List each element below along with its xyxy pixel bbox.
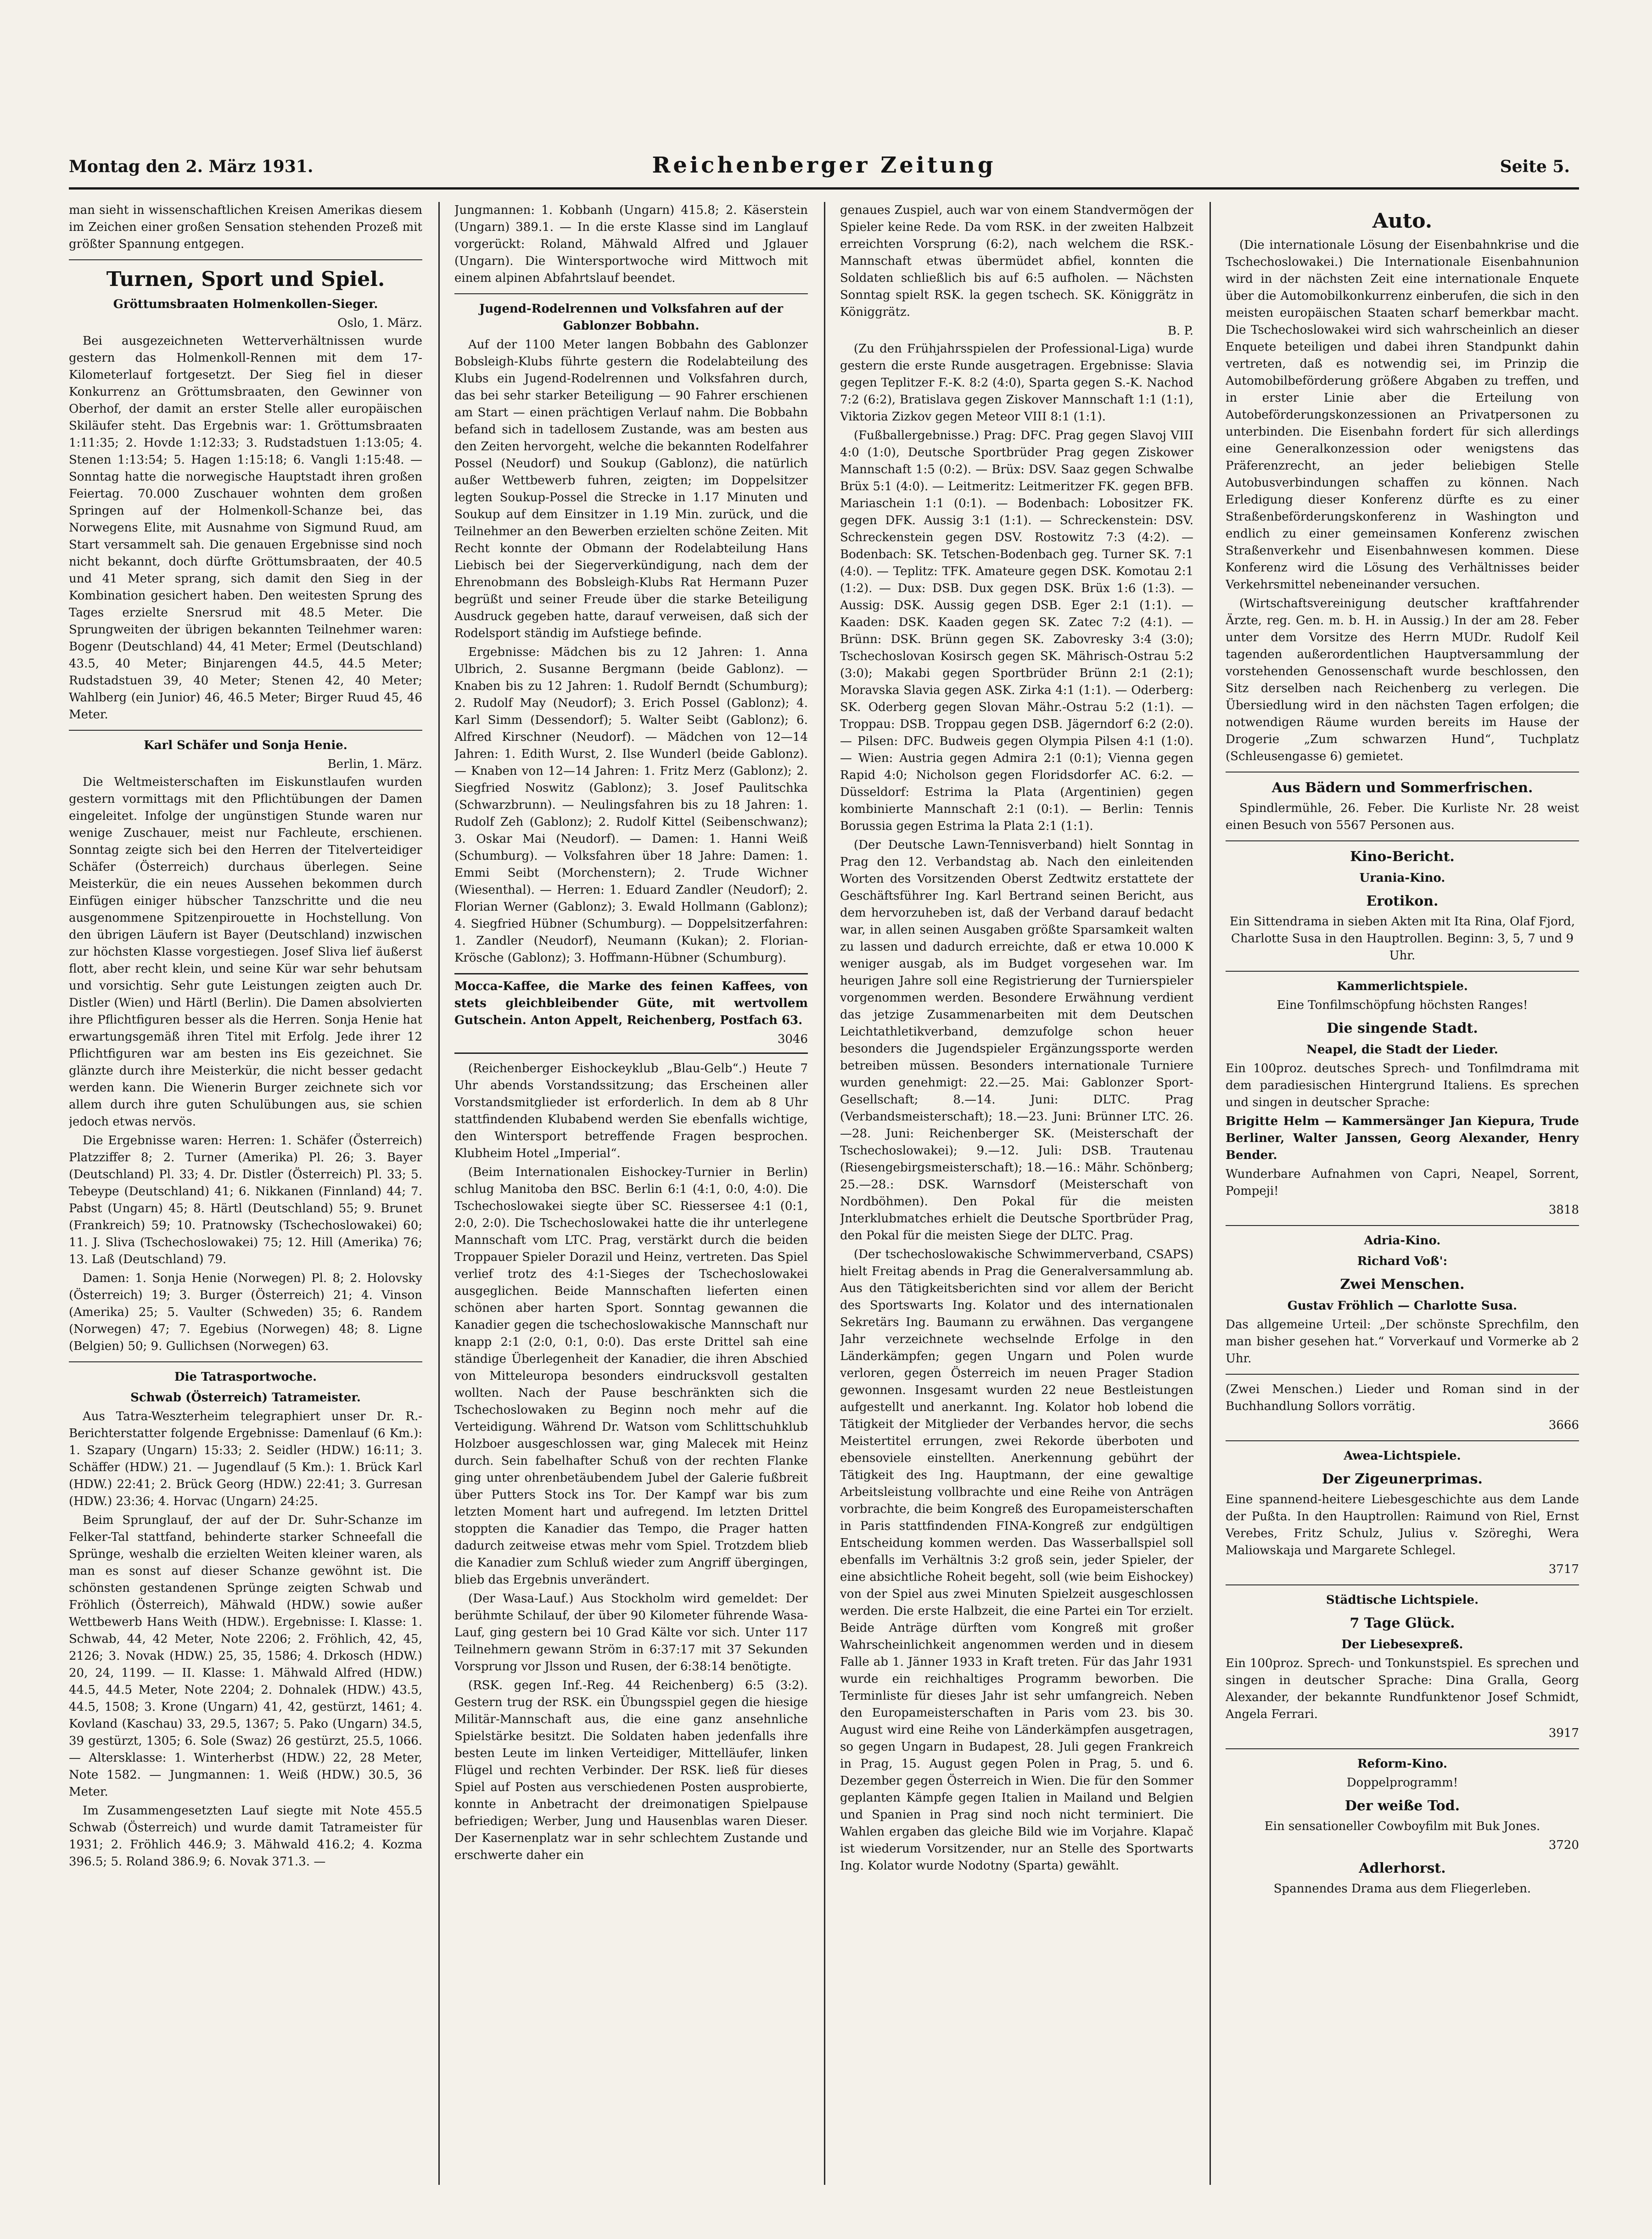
film-cast: Brigitte Helm — Kammersänger Jan Kiepura, Trude Berliner, Walter Janssen, Georg Alexander, Henry Bender.	[1226, 1114, 1579, 1162]
article-paragraph: Beim Sprunglauf, der auf der Dr. Suhr-Schanze im Felker-Tal stattfand, behinderte starker Schneefall die Sprünge, weshalb die erzielten Weiten kleiner waren, als man es sonst auf dieser Schanze gewöhnt ist. Die schönsten gestandenen Sprünge zeigten Schwab und Fröhlich (Österreich), Mähwald (HDW.) sowie außer Wettbewerb Hans Weith (HDW.). Ergebnisse: I. Klasse: 1. Schwab, 44, 42 Meter, Note 2206; 2. Fröhlich, 42, 45, 2126; 3. Novak (HDW.) 25, 35, 1586; 4. Drkosch (HDW.) 20, 24, 1199. — II. Klasse: 1. Mähwald Alfred (HDW.) 44.5, 44.5 Meter, Note 2204; 2. Dohnalek (HDW.) 43.5, 44.5, 1508; 3. Krone (Ungarn) 41, 42, gestürzt, 1461; 4. Kovland (Kaschau) 33, 29.5, 1367; 5. Pako (Ungarn) 34.5, 39 gestürzt, 1305; 6. Sole (Swaz) 26 gestürzt, 25.5, 1066. — Altersklasse: 1. Winterherbst (HDW.) 22, 28 Meter, Note 1582. — Jungmannen: 1. Weiß (HDW.) 30.5, 36 Meter.	[69, 1513, 422, 1799]
film-title: Der weiße Tod.	[1344, 1798, 1460, 1814]
article-rule	[69, 730, 422, 731]
listing-rule	[1226, 1440, 1579, 1441]
article-paragraph: (Zu den Frühjahrsspielen der Professional-Liga) wurde gestern die erste Runde ausgetragen. Ergebnisse: Slavia gegen Teplitzer F.-K. 8:2 (4:0), Sparta gegen S.-K. Nachod 7:2 (6:2), Bratislava gegen Ziskover Mannschaft 1:1 (1:1), Viktoria Zizkov gegen Meteor VIII 8:1 (1:1).	[840, 342, 1193, 424]
article-dateline: Berlin, 1. März.	[327, 757, 422, 771]
film-intro: Eine Tonfilmschöpfung höchsten Ranges!	[1277, 998, 1528, 1012]
article-headline: Karl Schäfer und Sonja Henie.	[144, 739, 347, 752]
article-paragraph: (Fußballergebnisse.) Prag: DFC. Prag gegen Slavoj VIII 4:0 (1:0), Deutsche Sportbrüder Prag gegen Ziskower Mannschaft 1:5 (0:2). — Brüx: DSV. Saaz gegen Schwalbe Brüx 5:1 (4:0). — Leitmeritz: Leitmeritzer FK. gegen BFB. Mariaschein 1:1 (0:1). — Bodenbach: Lobositzer FK. gegen DFK. Aussig 3:1 (1:1). — Schreckenstein: DSV. Schreckenstein gegen DSV. Rostowitz 7:3 (4:2). — Bodenbach: SK. Tetschen-Bodenbach geg. Turner SK. 7:1 (4:0). — Teplitz: TFK. Amateure gegen DSK. Komotau 2:1 (1:2). — Dux: DSB. Dux gegen DSK. Brüx 1:6 (1:3). — Aussig: DSK. Aussig gegen DSB. Eger 2:1 (1:1). — Kaaden: DSK. Kaaden gegen SK. Zatec 7:2 (4:1). — Brünn: DSK. Brünn gegen SK. Zabovresky 3:4 (3:0); Tschechoslovan Kosirsch gegen SK. Mährisch-Ostrau 5:2 (3:0); Makabi gegen Sportbrüder Brünn 2:1 (2:1); Moravska Slavia gegen ASK. Zirka 4:1 (1:1). — Oderberg: SK. Oderberg gegen Slovan Mähr.-Ostrau 5:2 (1:1). — Troppau: DSB. Troppau gegen DSB. Jägerndorf 6:2 (2:0). — Pilsen: DFC. Budweis gegen Olympia Pilsen 4:1 (1:0). — Wien: Austria gegen Admira 2:1 (0:1); Vienna gegen Rapid 4:0; Nicholson gegen Floridsdorfer AC. 6:2. — Düsseldorf: Estrima la Plata (Argentinien) gegen kombinierte Mannschaft 2:1 (0:1). — Berlin: Tennis Borussia gegen Estrima la Plata 2:1 (1:1).	[840, 429, 1193, 833]
film-cast: Gustav Fröhlich — Charlotte Susa.	[1287, 1299, 1518, 1313]
section-heading: Turnen, Sport und Spiel.	[106, 268, 385, 291]
newspaper-title: Reichenberger Zeitung	[652, 152, 996, 178]
article-continuation: Jungmannen: 1. Kobbanh (Ungarn) 415.8; 2. Käserstein (Ungarn) 389.1. — In die erste Klasse sind im Langlauf vorgerückt: Roland, Mähwald Alfred und Jglauer (Ungarn). Die Wintersportwoche wird Mittwoch mit einem alpinen Abfahrtslauf beendet.	[454, 203, 808, 285]
film-title: Die singende Stadt.	[1327, 1020, 1478, 1036]
ad-number: 3666	[1548, 1418, 1579, 1432]
article-continuation: genaues Zuspiel, auch war von einem Standvermögen der Spieler keine Rede. Da vom RSK. in der zweiten Halbzeit erreichten Vorsprung (6:2), nach welchem die RSK.-Mannschaft etwas übermüdet abfiel, konnten die Soldaten schließlich bis auf 6:5 aufholen. — Nächsten Sonntag spielt RSK. la gegen tschech. SK. Königgrätz in Königgrätz.	[840, 203, 1193, 319]
cinema-name: Kammerlichtspiele.	[1337, 980, 1468, 993]
article-headline: Die Tatrasportwoche.	[174, 1370, 317, 1384]
cinema-name: Urania-Kino.	[1359, 871, 1445, 885]
film-note: (Zwei Menschen.) Lieder und Roman sind in der Buchhandlung Sollors vorrätig.	[1226, 1383, 1579, 1413]
column-1	[69, 202, 422, 2194]
article-paragraph: Auf der 1100 Meter langen Bobbahn des Gablonzer Bobsleigh-Klubs führte gestern die Rodelabteilung des Klubs ein Jugend-Rodelrennen und Volksfahren durch, das bei sehr starker Beteiligung — 90 Fahrer erschienen am Start — einen prächtigen Verlauf nahm. Die Bobbahn befand sich in tadellosem Zustande, was am besten aus den Zeiten hervorgeht, welche die bekannten Rodelfahrer Possel (Neudorf) und Soukup (Gablonz), die natürlich außer Wettbewerb fuhren, zeigten; im Doppelsitzer legten Soukup-Possel die Strecke in 1.17 Minuten und Soukup auf dem Einsitzer in 1.19 Min. zurück, und die Teilnehmer an den Bewerben erzielten schöne Zeiten. Mit Recht konnte der Obmann der Rodelabteilung Hans Liebisch bei der Siegerverkündigung, nach dem der Ehrenobmann des Bobsleigh-Klubs Rat Hermann Puzer begrüßt und seiner Freude über die starke Beteiligung Ausdruck gegeben hatte, darauf verweisen, daß sich der Rodelsport ständig im Aufstiege befinde.	[454, 338, 808, 640]
film-title: 7 Tage Glück.	[1350, 1615, 1455, 1631]
listing-rule	[1226, 971, 1579, 972]
article-paragraph: (Beim Internationalen Eishockey-Turnier in Berlin) schlug Manitoba den BSC. Berlin 6:1 (4:1, 0:0, 4:0). Die Tschechoslowakei siegte über SC. Riessersee 4:1 (0:1, 2:0, 2:0). Die Tschechoslowakei hatte die ihr unterlegene Mannschaft vom LTC. Prag, verstärkt durch die beiden Troppauer Spieler Dorazil und Heinz, vertreten. Das Spiel verlief trotz des 4:1-Sieges der Tschechoslowakei ausgeglichen. Beide Mannschaften lieferten einen schönen aber harten Sport. Sonntag gewannen die Kanadier gegen die tschechoslowakische Mannschaft nur knapp 2:1 (2:0, 0:1, 0:0). Das erste Drittel sah eine ständige Überlegenheit der Kanadier, die ihren Abschied von Mitteleuropa besonders eindrucksvoll gestalten wollten. Nach der Pause beschränkten sich die Tschechoslowaken zu Beginn noch mehr auf die Verteidigung. Während Dr. Watson vom Schlittschuhklub Holzboer ausgeschlossen war, ging Malecek mit Heinz durch. Sein fabelhafter Schuß von der rechten Flanke ging unter ohrenbetäubendem Jubel der Galerie fußbreit über Putters Stock ins Tor. Der Kampf war bis zum letzten Moment hart und aufregend. Im letzten Drittel stoppten die Kanadier das Tempo, die Prager hatten dadurch zeitweise etwas mehr vom Spiel. Trotzdem blieb die Kanadier zum Schluß wieder zum Angriff übergingen, blieb das Ergebnis unverändert.	[454, 1165, 808, 1587]
article-dateline: Oslo, 1. März.	[337, 316, 422, 330]
column-divider	[824, 202, 825, 2185]
film-subtitle: Neapel, die Stadt der Lieder.	[1306, 1043, 1498, 1057]
article-paragraph: (Wirtschaftsvereinigung deutscher kraftfahrender Ärzte, reg. Gen. m. b. H. in Aussig.) In der am 28. Feber unter dem Vorsitze des Herrn MUDr. Rudolf Keil tagenden außerordentlichen Hauptversammlung der vorstehenden Genossenschaft wurde beschlossen, den Sitz derselben nach Reichenberg zu verlegen. Die Übersiedlung wird in den nächsten Tagen erfolgen; die notwendigen Räume wurden bereits im Hause der Drogerie „Zum schwarzen Hund“, Tuchplatz (Schleusengasse 6) gemietet.	[1226, 597, 1579, 763]
listing-rule	[1226, 1374, 1579, 1375]
column-divider	[438, 202, 440, 2185]
masthead-rule	[69, 187, 1579, 190]
film-title: Zwei Menschen.	[1340, 1276, 1465, 1293]
article-paragraph: Im Zusammengesetzten Lauf siegte mit Note 455.5 Schwab (Österreich) und wurde damit Tatrameister für 1931; 2. Fröhlich 446.9; 3. Mähwald 416.2; 4. Kozma 396.5; 5. Roland 386.9; 6. Novak 371.3. —	[69, 1804, 422, 1869]
section-heading: Aus Bädern und Sommerfrischen.	[1271, 780, 1533, 796]
ad-text: Mocca-Kaffee, die Marke des feinen Kaffees, von stets gleichbleibender Güte, mit wertvollem Gutschein. Anton Appelt, Reichenberg, Postfach 63.	[454, 980, 808, 1027]
ad-number: 3717	[1548, 1562, 1579, 1576]
page-number: Seite 5.	[1500, 157, 1570, 176]
article-paragraph: (RSK. gegen Inf.-Reg. 44 Reichenberg) 6:5 (3:2). Gestern trug der RSK. ein Übungsspiel gegen die hiesige Militär-Mannschaft aus, die eine ganz ansehnliche Spielstärke besitzt. Die Soldaten haben jedenfalls ihre besten Leute im linken Verteidiger, Mittelläufer, linken Flügel und rechten Verbinder. Der RSK. ließ für dieses Spiel auf Posten aus verschiedenen Posten ausprobierte, konnte in Anbetracht der dreimonatigen Spielpause befriedigen; Werber, Jung und Hausenblas waren Dieser. Der Kasernenplatz war in sehr schlechtem Zustande und erschwerte daher ein	[454, 1679, 808, 1862]
article-headline: Jugend-Rodelrennen und Volksfahren auf der Gablonzer Bobbahn.	[479, 302, 784, 333]
film-description: Das allgemeine Urteil: „Der schönste Sprechfilm, den man bisher gesehen hat.“ Vorverkauf und Vormerke ab 2 Uhr.	[1226, 1318, 1579, 1366]
film-description: Eine spannend-heitere Liebesgeschichte aus dem Lande der Pußta. In den Hauptrollen: Raimund von Riel, Ernst Verebes, Fritz Schulz, Julius v. Szöreghi, Wera Maliowskaja und Margarete Schlegel.	[1226, 1493, 1579, 1557]
film-description: Ein Sittendrama in sieben Akten mit Ita Rina, Olaf Fjord, Charlotte Susa in den Hauptrollen. Beginn: 3, 5, 7 und 9 Uhr.	[1229, 915, 1575, 963]
issue-date: Montag den 2. März 1931.	[69, 157, 314, 176]
film-description: Ein 100proz. Sprech- und Tonkunstspiel. Es sprechen und singen in deutscher Sprache: Dina Gralla, Georg Alexander, der bekannte Rundfunktenor Josef Schmidt, Angela Ferrari.	[1226, 1657, 1579, 1721]
article-subheadline: Schwab (Österreich) Tatrameister.	[130, 1391, 361, 1405]
film-intro: Richard Voß':	[1357, 1254, 1448, 1268]
section-rule	[1226, 840, 1579, 841]
article-rule	[454, 293, 808, 294]
film-tagline: Wunderbare Aufnahmen von Capri, Neapel, Sorrent, Pompeji!	[1226, 1167, 1579, 1198]
film-description: Ein sensationeller Cowboyfilm mit Buk Jones.	[1264, 1819, 1540, 1833]
article-paragraph: (Der Deutsche Lawn-Tennisverband) hielt Sonntag in Prag den 12. Verbandstag ab. Nach den einleitenden Worten des Vorsitzenden Oberst Zedtwitz erstattete der Geschäftsführer Ing. Karl Bertrand seinen Bericht, aus dem hervorzuheben ist, daß der Verband darauf bedacht war, in allen seinen Ausgaben größte Sparsamkeit walten zu lassen und dadurch erreichte, daß er etwa 10.000 K weniger ausgab, als im Budget vorgesehen war. Im heurigen Jahre soll eine Registrierung der Turnierspieler vorgenommen werden. Besondere Erwähnung verdient das jetzige Zusammenarbeiten mit dem Deutschen Leichtathletikverband, demzufolge schon heuer besonders die Jugendspieler Ergänzungssporte werden betreiben müssen. Besonders internationale Turniere wurden genehmigt: 22.—25. Mai: Gablonzer Sport-Gesellschaft; 8.—14. Juni: DLTC. Prag (Verbandsmeisterschaft); 18.—23. Juni: Brünner LTC. 26.—28. Juni: Reichenberger SK. (Meisterschaft der Tschechoslowakei); 9.—12. Juli: DSB. Trautenau (Riesengebirgsmeisterschaft); 18.—16.: Mähr. Schönberg; 25.—28.: DSK. Warnsdorf (Meisterschaft von Nordböhmen). Den Pokal für die meisten Jnterklubmatches erhielt die Deutsche Sportbrüder Prag, den Pokal für die meisten Siege der DLTC. Prag.	[840, 838, 1193, 1243]
article-paragraph: (Der tschechoslowakische Schwimmerverband, CSAPS) hielt Freitag abends in Prag die Generalversammlung ab. Aus den Tätigkeitsberichten sind vor allem der Bericht des Sportswarts Ing. Kolator und des internationalen Sekretärs Ing. Baumann zu erwähnen. Das vergangene Jahr verzeichnete wechselnde Erfolge in den Länderkämpfen; gegen Ungarn und Polen wurde verloren, gegen Österreich im neuen Prager Stadion gewonnen. Insgesamt wurden 22 neue Bestleistungen aufgestellt und anerkannt. Ing. Kolator hob lobend die Tätigkeit der Mitglieder der Verbandes hervor, die sechs Meistertitel errungen, zwei Rekorde überboten und ebensoviele einstellten. Anerkennung gebührt der Tätigkeit des Ing. Hauptmann, der eine gewaltige Arbeitsleistung vollbrachte und eine Reihe von Anträgen vorbrachte, die beim Kongreß des Europameisterschaften in Paris stattfindenden FINA-Kongreß zur endgültigen Entscheidung kommen werden. Das Wasserballspiel soll ebenfalls im Verhältnis 3:2 groß sein, jeder Spieler, der eine absichtliche Roheit begeht, soll (wie beim Eishockey) von der Spiel aus zwei Minuten Spielzeit ausgeschlossen werden. Die erste Halbzeit, die eine Partei ein Tor erzielt. Beide Anträge dürften vom Kongreß mit großer Wahrscheinlichkeit angenommen werden und in diesem Falle ab 1. Jänner 1933 in Kraft treten. Für das Jahr 1931 wurde ein reichhaltiges Programm beworben. Die Terminliste für dieses Jahr ist sehr umfangreich. Neben den Europameisterschaften in Paris vom 23. bis 30. August wird eine Reihe von Länderkämpfen ausgetragen, so gegen Ungarn in Budapest, 28. Juli gegen Frankreich in Prag, 15. August gegen Polen in Prag, 5. und 6. Dezember gegen Österreich in Wien. Die für den Sommer geplanten Kämpfe gegen Italien in Mailand und Belgien und Spanien in Prag sind noch nicht terminiert. Die Wahlen ergaben das gleiche Bild wie im Vorjahre. Klapač ist wiederum Vorsitzender, nur an Stelle des Sportwarts Ing. Kolator wurde Nodotny (Sparta) gewählt.	[840, 1248, 1193, 1873]
cinema-name: Awea-Lichtspiele.	[1344, 1449, 1461, 1463]
ad-number: 3720	[1548, 1838, 1579, 1852]
masthead	[69, 151, 1579, 184]
column-3	[840, 202, 1193, 2194]
listing-rule	[1226, 1584, 1579, 1585]
film-title: Erotikon.	[1366, 893, 1439, 909]
article-paragraph: (Der Wasa-Lauf.) Aus Stockholm wird gemeldet: Der berühmte Schilauf, der über 90 Kilometer führende Wasa-Lauf, ging gestern bei 10 Grad Kälte vor sich. Unter 117 Teilnehmern gewann Ström in 6:37:17 mit 37 Sekunden Vorsprung vor Jlsson und Rusen, der 6:38:14 benötigte.	[454, 1592, 808, 1674]
ad-number: 3046	[777, 1032, 808, 1046]
advertisement-mocca	[454, 973, 808, 1054]
film-subtitle: Der Liebesexpreß.	[1341, 1638, 1463, 1651]
article-paragraph: Aus Tatra-Weszterheim telegraphiert unser Dr. R.-Berichterstatter folgende Ergebnisse: Damenlauf (6 Km.): 1. Szapary (Ungarn) 15:33; 2. Seidler (HDW.) 16:11; 3. Schäffer (HDW.) 21. — Jugendlauf (5 Km.): 1. Brück Karl (HDW.) 22:41; 2. Brück Georg (HDW.) 22:41; 3. Gurresan (HDW.) 23:36; 4. Horvac (Ungarn) 24:25.	[69, 1410, 422, 1508]
film-intro: Doppelprogramm!	[1346, 1776, 1458, 1790]
section-heading: Kino-Bericht.	[1350, 849, 1455, 865]
newspaper-page	[69, 151, 1579, 2203]
article-paragraph: Bei ausgezeichneten Wetterverhältnissen wurde gestern das Holmenkoll-Rennen mit dem 17-Kilometerlauf fortgesetzt. Der Sieg fiel in dieser Konkurrenz an Gröttumsbraaten, den Gewinner von Oberhof, der damit an erster Stelle aller europäischen Skiläufer steht. Das Ergebnis war: 1. Gröttumsbraaten 1:11:35; 2. Hovde 1:12:33; 3. Rudstadstuen 1:13:05; 4. Stenen 1:13:54; 5. Hagen 1:15:18; 6. Vangli 1:15:48. — Sonntag hatte die norwegische Hauptstadt ihren großen Feiertag. 70.000 Zuschauer wohnten dem großen Springen auf der Holmenkoll-Schanze bei, das Norwegens Elite, mit Ausnahme von Sigmund Ruud, am Start versammelt sah. Die genauen Ergebnisse sind noch nicht bekannt, doch dürfte Gröttumsbraaten, der 40.5 und 41 Meter sprang, sich damit den Sieg in der Kombination gesichert haben. Den weitesten Sprung des Tages erzielte Snersrud mit 48.5 Meter. Die Sprungweiten der übrigen bekannten Teilnehmer waren: Bogenr (Deutschland) 44, 41 Meter; Ermel (Deutschland) 43.5, 40 Meter; Binjarengen 44.5, 44.5 Meter; Rudstadstuen 39, 40 Meter; Stenen 42, 40 Meter; Wahlberg (ein Junior) 46, 46.5 Meter; Birger Ruud 45, 46 Meter.	[69, 334, 422, 722]
column-divider	[1210, 202, 1211, 2185]
column-2	[454, 202, 808, 2194]
film-title: Der Zigeunerprimas.	[1322, 1471, 1483, 1487]
ad-number: 3818	[1548, 1203, 1579, 1217]
column-4	[1226, 202, 1579, 2194]
article-continuation: man sieht in wissenschaftlichen Kreisen Amerikas diesem im Zeichen einer großen Sensation stehenden Prozeß mit größter Spannung entgegen.	[69, 203, 422, 251]
article-signature: B. P.	[1167, 324, 1193, 338]
cinema-name: Adria-Kino.	[1364, 1234, 1441, 1248]
article-paragraph: Spindlermühle, 26. Feber. Die Kurliste Nr. 28 weist einen Besuch von 5567 Personen aus.	[1226, 801, 1579, 832]
cinema-name: Reform-Kino.	[1357, 1757, 1447, 1771]
film-description: Spannendes Drama aus dem Fliegerleben.	[1273, 1882, 1531, 1896]
listing-rule	[1226, 1748, 1579, 1749]
article-paragraph: Die Ergebnisse waren: Herren: 1. Schäfer (Österreich) Platzziffer 8; 2. Turner (Amerika) Pl. 26; 3. Bayer (Deutschland) Pl. 33; 4. Dr. Distler (Österreich) Pl. 33; 5. Tebeype (Deutschland) 41; 6. Nikkanen (Finnland) 44; 7. Pabst (Ungarn) 45; 8. Härtl (Deutschland) 55; 9. Brunet (Frankreich) 59; 10. Pratnowsky (Tschechoslowakei) 60; 11. J. Sliva (Tschechoslowakei) 75; 12. Hill (Amerika) 76; 13. Laß (Deutschland) 79.	[69, 1134, 422, 1266]
film-title: Adlerhorst.	[1359, 1860, 1446, 1876]
section-heading: Auto.	[1372, 209, 1433, 233]
article-paragraph: Ergebnisse: Mädchen bis zu 12 Jahren: 1. Anna Ulbrich, 2. Susanne Bergmann (beide Gablonz). — Knaben bis zu 12 Jahren: 1. Rudolf Berndt (Schumburg); 2. Rudolf May (Neudorf); 3. Erich Possel (Gablonz); 4. Karl Simm (Dessendorf); 5. Walter Seibt (Gablonz); 6. Alfred Kirschner (Neudorf). — Mädchen von 12—14 Jahren: 1. Edith Wurst, 2. Ilse Wunderl (beide Gablonz). — Knaben von 12—14 Jahren: 1. Fritz Merz (Gablonz); 2. Siegfried Noswitz (Gablonz); 3. Josef Paulitschka (Schwarzbrunn). — Neulingsfahren bis zu 18 Jahren: 1. Rudolf Zeh (Gablonz); 2. Rudolf Kittel (Seibenschwanz); 3. Oskar Mai (Neudorf). — Damen: 1. Hanni Weiß (Schumburg). — Volksfahren über 18 Jahre: Damen: 1. Emmi Seibt (Morchenstern); 2. Trude Wichner (Wiesenthal). — Herren: 1. Eduard Zandler (Neudorf); 2. Florian Werner (Gablonz); 3. Ewald Hollmann (Gablonz); 4. Siegfried Hübner (Schumburg). — Doppelsitzerfahren: 1. Zandler (Neudorf), Neumann (Kukan); 2. Florian-Krösche (Gablonz); 3. Hoffmann-Hübner (Schumburg).	[454, 645, 808, 965]
section-rule	[69, 259, 422, 260]
article-paragraph: (Reichenberger Eishockeyklub „Blau-Gelb“.) Heute 7 Uhr abends Vorstandssitzung; das Erscheinen aller Vorstandsmitglieder ist erforderlich. In dem ab 8 Uhr stattfindenden Klubabend werden Sie ebenfalls wichtige, den Wintersport betreffende Fragen besprochen. Klubheim Hotel „Imperial“.	[454, 1062, 808, 1160]
film-description: Ein 100proz. deutsches Sprech- und Tonfilmdrama mit dem paradiesischen Hintergrund Italiens. Es sprechen und singen in deutscher Sprache:	[1226, 1062, 1579, 1109]
article-paragraph: Die Weltmeisterschaften im Eiskunstlaufen wurden gestern vormittags mit den Pflichtübungen der Damen eingeleitet. Infolge der ungünstigen Stunde waren nur wenige Zuschauer, meist nur Fachleute, erschienen. Sonntag zeigte sich bei den Herren der Titelverteidiger Schäfer (Österreich) durchaus überlegen. Seine Meisterkür, die ein neues Aussehen bekommen durch Einfügen einiger hübscher Tanzschritte und die neu ausgenommene Spitzenpirouette in Hochstellung. Von den übrigen Läufern ist Bayer (Deutschland) inzwischen zur höchsten Klasse vorgestiegen. Josef Sliva lief äußerst flott, aber recht klein, und seine Kür war sehr behutsam und vorsichtig. Sehr gute Leistungen zeigten auch Dr. Distler (Wien) und Härtl (Berlin). Die Damen absolvierten ihre Pflichtfiguren besser als die Herren. Sonja Henie hat erwartungsgemäß ihren Titel mit Erfolg. Jede ihrer 12 Pflichtfiguren war am besten ins Eis gezeichnet. Sie glänzte durch ihre Meisterkür, die nicht besser gedacht werden kann. Die Wienerin Burger zeichnete sich vor allem durch ihre guten Schulübungen aus, sie schien jedoch etwas nervös.	[69, 775, 422, 1129]
ad-number: 3917	[1548, 1726, 1579, 1740]
cinema-name: Städtische Lichtspiele.	[1326, 1593, 1479, 1607]
article-paragraph: (Die internationale Lösung der Eisenbahnkrise und die Tschechoslowakei.) Die Internationale Eisenbahnunion wird in der nächsten Zeit eine internationale Enquete über die Automobilkonkurrenz einberufen, die sich in den meisten europäischen Staaten scharf bemerkbar macht. Die Tschechoslowakei wird sich wahrscheinlich an dieser Enquete beteiligen und dabei ihren Standpunkt dahin vertreten, daß es notwendig sei, im Prinzip die Automobilbeförderung größere Abgaben zu treffen, und in erster Linie aber die Erteilung von Autobeförderungskonzessionen an Privatpersonen zu unterbinden. Die Eisenbahn fordert für sich allerdings eine Generalkonzession oder wenigstens das Präferenzrecht, an jeder beliebigen Stelle Autobusverbindungen schaffen zu können. Nach Erledigung dieser Konferenz dürfte es zu einer Straßenbeförderungskonferenz in Washington und endlich zu einer gemeinsamen Konferenz zwischen Straßenverkehr und Eisenbahnwesen kommen. Diese Konferenz wird die Lösung des Verhältnisses beider Verkehrsmittel nebeneinander versuchen.	[1226, 238, 1579, 592]
listing-rule	[1226, 1225, 1579, 1226]
article-rule	[69, 1361, 422, 1362]
article-paragraph: Damen: 1. Sonja Henie (Norwegen) Pl. 8; 2. Holovsky (Österreich) 19; 3. Burger (Österreich) 21; 4. Vinson (Amerika) 25; 5. Vaulter (Schweden) 35; 6. Randem (Norwegen) 47; 7. Egebius (Norwegen) 48; 8. Ligne (Belgien) 50; 9. Gullichsen (Norwegen) 63.	[69, 1271, 422, 1353]
article-headline: Gröttumsbraaten Holmenkollen-Sieger.	[113, 297, 378, 311]
